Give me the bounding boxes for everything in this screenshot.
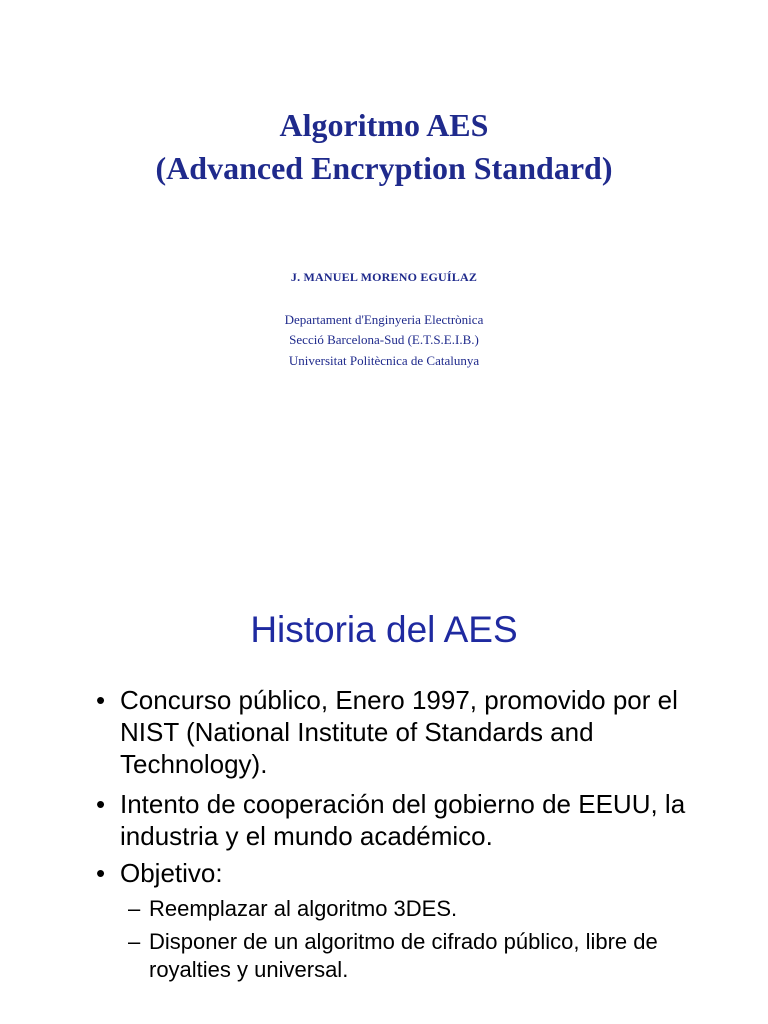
slide-title-line-2: (Advanced Encryption Standard) bbox=[155, 150, 613, 186]
dash-icon: – bbox=[128, 896, 141, 921]
affiliation-department: Departament d'Enginyeria Electrònica bbox=[284, 312, 484, 327]
bullet-icon: • bbox=[96, 685, 106, 715]
bullet-icon: • bbox=[96, 789, 106, 819]
list-item bbox=[96, 684, 736, 780]
slide-title-line-1: Algoritmo AES bbox=[279, 107, 489, 143]
list-item-text: Objetivo: bbox=[120, 858, 223, 888]
list-item bbox=[96, 857, 736, 889]
bullet-icon: • bbox=[96, 858, 106, 888]
list-item-text: Concurso público, Enero 1997, promovido por el NIST (National Institute of Standards and Technology). bbox=[120, 685, 678, 779]
list-item bbox=[96, 788, 736, 852]
history-slide bbox=[0, 512, 768, 1024]
sub-list-item-text: Reemplazar al algoritmo 3DES. bbox=[149, 896, 458, 921]
sub-list-item bbox=[128, 928, 738, 984]
affiliation-section: Secció Barcelona-Sud (E.T.S.E.I.B.) bbox=[289, 332, 479, 347]
sub-list-item bbox=[128, 895, 738, 923]
list-item-text: Intento de cooperación del gobierno de EEUU, la industria y el mundo académico. bbox=[120, 789, 686, 851]
sub-list-item-text: Disponer de un algoritmo de cifrado público, libre de royalties y universal. bbox=[149, 929, 658, 982]
dash-icon: – bbox=[128, 929, 141, 954]
author-name: J. MANUEL MORENO EGUÍLAZ bbox=[290, 270, 478, 284]
history-heading: Historia del AES bbox=[250, 609, 518, 650]
affiliation-university: Universitat Politècnica de Catalunya bbox=[288, 353, 480, 368]
